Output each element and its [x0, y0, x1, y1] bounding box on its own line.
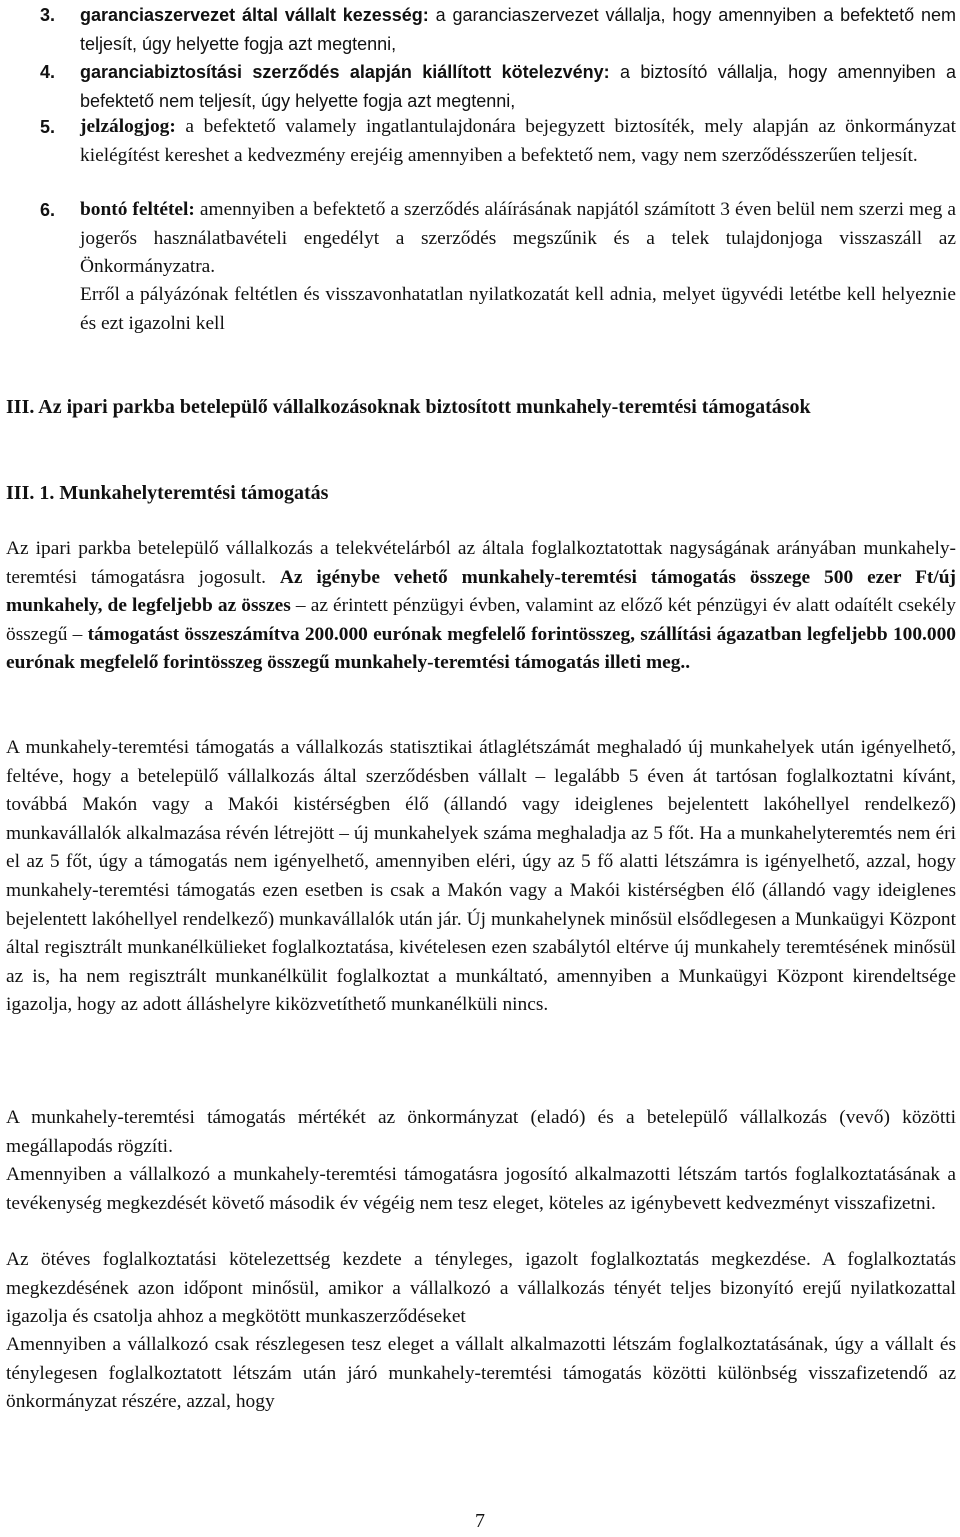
paragraph-employment-start: Az ötéves foglalkoztatási kötelezettség kezdete a tényleges, igazolt foglalkoztatás megkezdése. A foglalkoztatás megkezdésének azon időpont minősül, amikor a vállalkozó a vállalkozás tényét teljes bizonyító erejű nyilatkozattal igazolja és csatolja ahhoz a megkötött munkaszerződéseket	[6, 1249, 956, 1328]
list-item-garanciabiztositas	[80, 58, 956, 115]
list-item-text: a befektető valamely ingatlantulajdonára bejegyzett biztosíték, mely alapján az önkormányzat kielégítést kereshet a kedvezmény erejéig amennyiben a befektető nem, vagy nem szerződésszerűen teljesít.	[80, 116, 956, 166]
paragraph-conditions: A munkahely-teremtési támogatás a vállalkozás statisztikai átlaglétszámát meghaladó új munkahelyek után igényelhető, feltéve, hogy a betelepülő vállalkozás által szerződésben vállalt – legalább 5 éven át tartósan foglalkoztatni kívánt, továbbá Makón vagy a Makói kistérségben élő (állandó vagy ideiglenes bejelentett lakóhellyel rendelkező) munkavállalók alkalmazása révén létrejött – új munkahelyek száma meghaladja az 5 főt. Ha a munkahelyteremtés nem éri el az 5 főt, úgy a támogatás nem igényelhető, amennyiben eléri, úgy az 5 fő alatti létszámra is igényelhető, azzal, hogy munkahely-teremtési támogatás ezen esetben is csak a Makón vagy a Makói kistérségben élő (állandó vagy ideiglenes bejelentett lakóhellyel rendelkező) munkavállalók után jár. Új munkahelynek minősül elsődlegesen a Munkaügyi Központ által regisztrált munkanélkülieket foglalkoztatása, kivételesen ezen szabálytól eltérve új munkahely teremtésének minősül az is, ha nem regisztrált munkanélkülit foglalkoztat a munkáltató, amennyiben a Munkaügyi Központ kirendeltsége igazolja, hogy az adott álláshelyre kiközvetíthető munkanélküli nincs.	[6, 737, 956, 1016]
paragraph-eligibility	[6, 535, 956, 678]
paragraph-partial-fulfilment: Amennyiben a vállalkozó csak részlegesen tesz eleget a vállalt alkalmazotti létszám foglalkoztatásának, úgy a vállalt és ténylegesen foglalkoztatott létszám után járó munkahely-teremtési támogatás közötti különbség visszafizetendő az önkormányzat részére, azzal, hogy	[6, 1334, 956, 1413]
paragraph-agreement: A munkahely-teremtési támogatás mértékét az önkormányzat (eladó) és a betelepülő vállalkozás (vevő) közötti megállapodás rögzíti.	[6, 1107, 956, 1157]
list-item-bonto-feltetel-note: Erről a pályázónak feltétlen és visszavonhatatlan nyilatkozatát kell adnia, melyet ügyvédi letétbe kell helyeznie és ezt igazolni kell	[80, 284, 956, 334]
paragraph-text: Az ipari parkba betelepülő vállalkozás a telekvételárból az általa foglalkoztatottak nagyságának arányában munkahely-teremtési támogatásra jogosult.	[6, 538, 956, 588]
paragraph-bold-text: támogatást összeszámítva 200.000 eurónak megfelelő forintösszeg, szállítási ágazatban legfeljebb 100.000 eurónak megfelelő forintösszeg összegű munkahely-teremtési támogatás illeti meg..	[6, 623, 956, 674]
list-number-6: 6.	[40, 200, 56, 220]
list-item-term: bontó feltétel:	[80, 199, 195, 220]
list-item-bonto-feltetel	[80, 196, 956, 282]
list-item-term: garanciabiztosítási szerződés alapján kiállított kötelezvény:	[80, 62, 610, 82]
list-item-text: a biztosító vállalja, hogy amennyiben a befektető nem teljesít, úgy helyette fogja azt megtenni,	[80, 62, 956, 111]
section-heading: III. Az ipari parkba betelepülő vállalkozásoknak biztosított munkahely-teremtési támogatások	[6, 396, 811, 418]
list-number-5: 5.	[40, 117, 56, 137]
list-number-4: 4.	[40, 62, 56, 82]
list-item-term: garanciaszervezet által vállalt kezesség:	[80, 5, 429, 25]
list-item-jelzalogjog	[80, 113, 956, 170]
list-item-garanciaszervezet	[80, 1, 956, 58]
paragraph-bold-text: Az igénybe vehető munkahely-teremtési támogatás összege 500 ezer Ft/új munkahely, de legfeljebb az összes	[6, 566, 956, 617]
page-number: 7	[475, 1510, 485, 1532]
list-item-text: a garanciaszervezet vállalja, hogy amennyiben a befektető nem teljesít, úgy helyette fogja azt megtenni,	[80, 5, 957, 54]
list-item-text: amennyiben a befektető a szerződés aláírásának napjától számított 3 éven belül nem szerzi meg a jogerős használatbavételi engedélyt a szerződés megszűnik és a telek tulajdonjoga visszaszáll az Önkormányzatra.	[80, 199, 956, 278]
list-number-3: 3.	[40, 5, 56, 25]
list-item-term: jelzálogjog:	[80, 116, 176, 137]
paragraph-repayment: Amennyiben a vállalkozó a munkahely-teremtési támogatásra jogosító alkalmazotti létszám tartós foglalkoztatásának a tevékenység megkezdését követő második év végéig nem tesz eleget, köteles az igénybevett kedvezményt visszafizetni.	[6, 1164, 956, 1214]
subsection-heading: III. 1. Munkahelyteremtési támogatás	[6, 482, 329, 504]
paragraph-text: – az érintett pénzügyi évben, valamint az előző két pénzügyi év alatt odaítélt csekély összegű –	[6, 595, 956, 645]
